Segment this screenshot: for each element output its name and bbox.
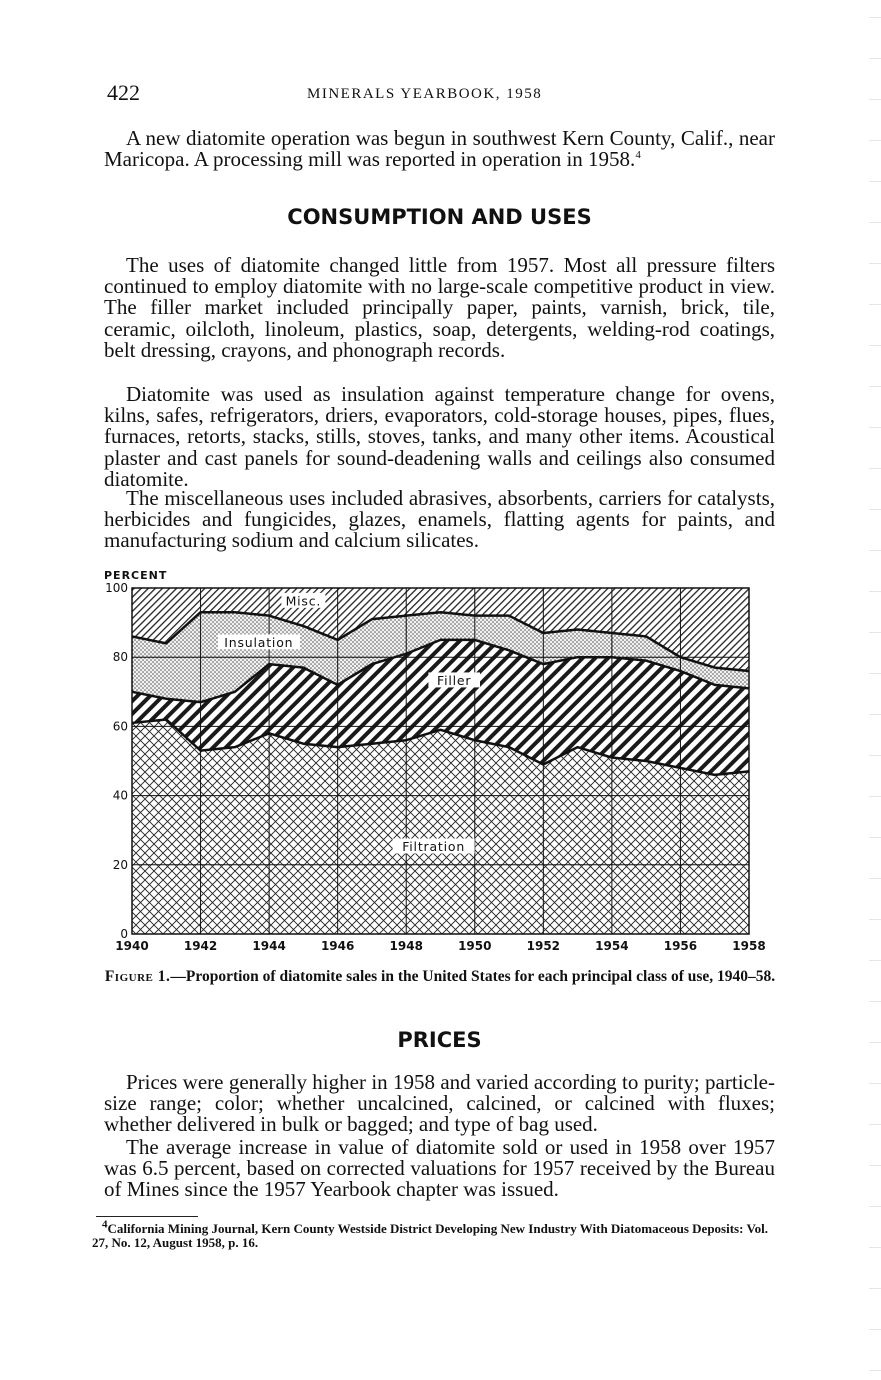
x-tick-label: 1956: [663, 939, 698, 953]
x-tick-label: 1942: [183, 939, 218, 953]
footnote-ref: 4: [635, 149, 641, 162]
figure-1-area-chart: [100, 565, 770, 960]
y-tick-label: 100: [105, 581, 128, 595]
intro-text: A new diatomite operation was begun in southwest Kern County, Calif., near Maricopa. A processing mill was reported in operation in 1958.: [104, 126, 775, 172]
footnote: [92, 1218, 772, 1250]
x-tick-label: 1950: [458, 939, 492, 953]
y-tick-labels: [105, 581, 128, 941]
x-tick-label: 1952: [526, 939, 561, 953]
y-tick-label: 60: [112, 719, 128, 734]
prices-paragraph-2: The average increase in value of diatomite sold or used in 1958 over 1957 was 6.5 percent, based on corrected valuations for 1957 received by the Bureau of Mines since the 1957 Yearbook chapter was issued.: [104, 1135, 775, 1202]
series-label-text: Misc.: [285, 593, 322, 609]
series-label: [428, 672, 480, 688]
series-label-text: Filler: [437, 672, 472, 688]
scan-edge-artifact: [869, 0, 881, 1380]
footnote-rule: [96, 1216, 198, 1217]
prices-paragraph-1: Prices were generally higher in 1958 and varied according to purity; particle-size range; color; whether uncalcined, calcined, or calcined with fluxes; whether delivered in bulk or bagged; and type of bag used.: [104, 1070, 775, 1137]
figure-caption-text: —Proportion of diatomite sales in the United States for each principal class of use, 1940–58.: [170, 968, 776, 985]
x-tick-label: 1958: [732, 939, 766, 953]
y-tick-label: 80: [112, 650, 128, 665]
footnote-marker: 4: [102, 1218, 108, 1231]
series-label: [393, 839, 475, 855]
prices-heading: PRICES: [397, 1028, 482, 1052]
x-tick-label: 1948: [389, 939, 423, 953]
x-tick-label: 1944: [252, 939, 286, 953]
page-header: [107, 80, 773, 110]
consumption-paragraph-3: The miscellaneous uses included abrasives, absorbents, carriers for catalysts, herbicides and fungicides, glazes, enamels, flatting agents for paints, and manufacturing sodium and calcium silicates.: [104, 486, 775, 553]
y-tick-label: 40: [112, 788, 128, 803]
y-axis-label: PERCENT: [104, 569, 168, 582]
x-tick-label: 1954: [595, 939, 629, 953]
series-label-text: Insulation: [224, 634, 294, 650]
consumption-paragraph-1: The uses of diatomite changed little from 1957. Most all pressure filters continued to employ diatomite with no large-scale competitive product in view. The filler market included principally paper, paints, varnish, brick, tile, ceramic, oilcloth, linoleum, plastics, soap, detergents, welding-rod coatings, belt dressing, crayons, and phonograph records.: [104, 253, 775, 362]
consumption-paragraph-2: Diatomite was used as insulation against temperature change for ovens, kilns, safes, refrigerators, driers, evaporators, cold-storage houses, pipes, flues, furnaces, retorts, stacks, stills, stoves, tanks, and many other items. Acoustical plaster and cast panels for sound-deadening walls and ceilings also consumed diatomite.: [104, 382, 775, 491]
x-tick-label: 1940: [115, 939, 149, 953]
y-tick-label: 0: [120, 927, 128, 941]
intro-paragraph: [104, 128, 775, 170]
series-label-text: Filtration: [402, 839, 466, 854]
figure-label: Figure 1.: [104, 968, 171, 985]
series-label: [218, 634, 300, 650]
y-tick-label: 20: [112, 857, 128, 872]
figure-caption: [100, 968, 780, 986]
page-number: 422: [107, 80, 140, 105]
running-title: MINERALS YEARBOOK, 1958: [307, 86, 543, 102]
x-tick-label: 1946: [320, 939, 355, 953]
footnote-text: California Mining Journal, Kern County Westside District Developing New Industry With Diatomaceous Deposits: Vol. 27, No. 12, August 1958, p. 16.: [92, 1221, 769, 1250]
series-label: [281, 593, 325, 609]
x-tick-labels: [115, 939, 765, 953]
consumption-heading: CONSUMPTION AND USES: [287, 205, 592, 229]
